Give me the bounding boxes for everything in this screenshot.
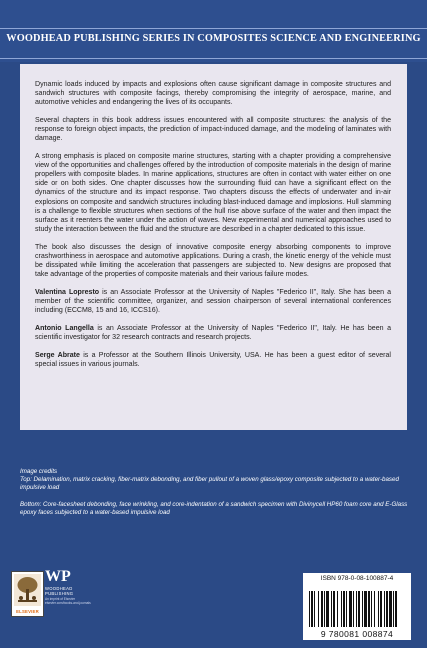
series-header-bar — [0, 0, 427, 62]
image-credit-bottom: Bottom: Core-facesheet debonding, face wrinkling, and core-indentation of a sandwich specimen with Divinycell HP60 foam core and E-Glass epoxy faces subjected to a water-based impulsive load — [20, 500, 408, 516]
author-bio-langella — [35, 324, 391, 342]
elsevier-logo — [11, 571, 44, 617]
barcode-digits: 9 780081 008874 — [320, 629, 394, 639]
author-bio-lopresto — [35, 288, 391, 315]
image-credit-top: Top: Delamination, matrix cracking, fiber-matrix debonding, and fiber pullout of a woven glass/epoxy composite subjected to a water-based impulsive load — [20, 476, 399, 492]
paragraph-marine: A strong emphasis is placed on composite marine structures, starting with a chapter providing a comprehensive view of the opportunities and challenges offered by the introduction of composite materials in the design of marine propellers with composite blades. In marine applications, structures are often in contact with water either on one side or on both sides. One chapter discusses how the surrounding fluid can have a significant effect on the dynamics of the structure and its impact response. Two chapters discuss the effects of underwater and in-air explosions on composite and sandwich structures including blast-induced damage and implosions. Hull slamming is a challenge to flexible structures when sections of the hull rise above surface of the water and then impact the surface as it reenters the water under the action of waves. New experimental and numerical approaches used to study the interaction between the fluid and the structure are described in a chapter dedicated to this issue. — [35, 153, 391, 233]
author-bio-text: is an Associate Professor at the University of Naples "Federico II", Italy. He has been a scientific investigator for 32 research contracts and research projects. — [35, 325, 392, 342]
image-credits — [20, 468, 410, 517]
paragraph-crashworthiness: The book also discusses the design of innovative composite energy absorbing components to improve crashworthiness in aerospace and automotive applications. During a crash, the kinetic energy of the vehicle must be dissipated while limiting the acceleration that passengers are subjected to. New designs are proposed that take advantage of the properties of composite materials and their various failure modes. — [35, 243, 391, 278]
author-bio-abrate — [35, 351, 391, 369]
wp-line-1: WOODHEAD — [45, 586, 73, 591]
paragraph-chapters: Several chapters in this book address issues encountered with all composite structures: the analysis of the response to foreign object impacts, the prediction of impact-induced damage, and the modeling of laminates with damage. — [35, 117, 391, 143]
author-name: Serge Abrate — [35, 352, 80, 360]
image-credits-heading: Image credits — [20, 468, 58, 475]
series-title: WOODHEAD PUBLISHING SERIES IN COMPOSITES SCIENCE AND ENGINEERING — [6, 33, 421, 44]
header-rule-bottom — [0, 58, 427, 59]
header-rule-top — [0, 28, 427, 29]
barcode-icon — [307, 591, 407, 629]
wp-wordmark — [45, 586, 95, 596]
author-bio-text: is a Professor at the Southern Illinois University, USA. He has been a guest editor of several special issues in various journals. — [35, 352, 392, 369]
wp-monogram: WP — [45, 568, 71, 585]
isbn-label: ISBN 978-0-08-100887-4 — [320, 575, 394, 582]
wp-line-2: PUBLISHING — [45, 591, 74, 596]
barcode-panel — [303, 573, 411, 640]
woodhead-publishing-logo — [45, 568, 91, 616]
wp-imprint-note: An imprint of Elsevier elsevier.com/books-and-journals — [45, 597, 91, 605]
paragraph-intro: Dynamic loads induced by impacts and explosions often cause significant damage in composite structures and sandwich structures with composite facings, thereby compromising the integrity of aerospace, marine, and automotive vehicles and endangering the lives of its occupants. — [35, 81, 391, 107]
back-cover-text — [35, 80, 391, 378]
author-bio-text: is an Associate Professor at the University of Naples "Federico II", Italy. She has been a member of the scientific committee, organizer, and session chairperson of several international conferences including (ECCM8, 15 and 16, ICCS16). — [35, 288, 391, 314]
author-name: Valentina Lopresto — [35, 288, 100, 296]
elsevier-tree-icon — [14, 574, 41, 606]
elsevier-wordmark: ELSEVIER — [16, 609, 39, 614]
author-name: Antonio Langella — [35, 325, 94, 333]
